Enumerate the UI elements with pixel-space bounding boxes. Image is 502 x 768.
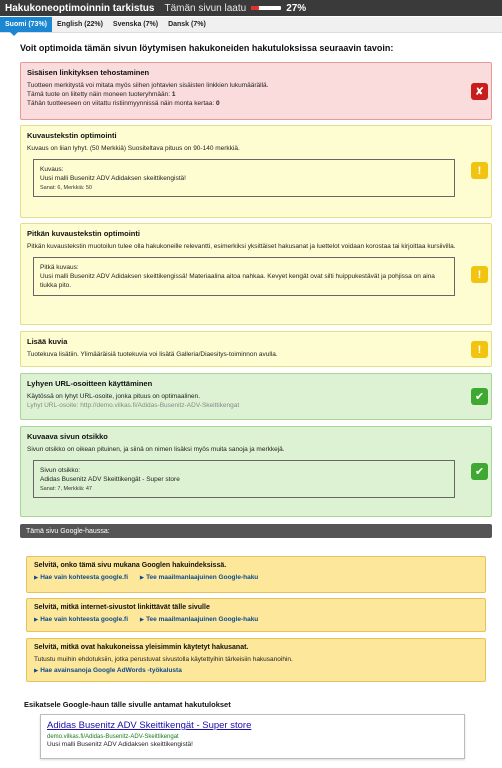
check-title: Sisäisen linkityksen tehostaminen — [27, 68, 150, 77]
google-keywords-box — [26, 638, 486, 682]
check-text: Kuvaus on liian lyhyt. (50 Merkkiä) Suositeltava pituus on 90-140 merkkiä. — [27, 145, 240, 152]
arrow-icon: ▶ — [34, 617, 39, 623]
page-title-value: Adidas Busenitz ADV Skeittikengät - Super store — [40, 476, 180, 483]
check-text: Tuotteen merkitystä voi mitata myös siihen johtavien sisäisten linkkien lukumäärällä. — [27, 82, 269, 89]
long-description-preview — [33, 257, 455, 296]
links-worldwide-link[interactable]: Tee maailmanlaajuinen Google-haku — [146, 616, 259, 623]
check-text: Sivun otsikko on oikean pituinen, ja siinä on nimen lisäksi myös muita sanoja ja merkkejä. — [27, 446, 285, 453]
check-title: Lisää kuvia — [27, 337, 68, 346]
arrow-icon: ▶ — [34, 668, 39, 674]
description-value: Uusi malli Busenitz ADV Adidaksen skeittikengistä! — [40, 175, 186, 182]
exclamation-icon: ! — [471, 266, 488, 283]
check-text: Tähän tuotteeseen on viitattu ristiinmyynnissä näin monta kertaa: 0 — [27, 100, 220, 107]
box-title: Selvitä, mitkä ovat hakukoneissa yleisimmin käytetyt hakusanat. — [34, 644, 249, 651]
check-text: Käytössä on lyhyt URL-osoite, jonka pituus on optimaalinen. — [27, 393, 201, 400]
description-stats: Sanat: 6, Merkkiä: 50 — [40, 185, 92, 191]
check-title: Kuvaava sivun otsikko — [27, 432, 108, 441]
check-text: Tuotekuva lisätiin. Ylimääräisiä tuotekuvia voi lisätä Galleria/Diaesitys-toiminnon avulla. — [27, 351, 278, 358]
box-title: Selvitä, onko tämä sivu mukana Googlen hakuindeksissä. — [34, 562, 227, 569]
check-text: Tämä tuote on liitetty näin moneen tuoteryhmään: 1 — [27, 91, 176, 98]
box-title: Selvitä, mitkä internet-sivustot linkittävät tälle sivulle — [34, 604, 210, 611]
google-links-box — [26, 598, 486, 632]
google-index-box — [26, 556, 486, 593]
language-tabs — [0, 17, 502, 33]
check-description — [20, 125, 492, 218]
serp-url: demo.vilkas.fi/Adidas-Busenitz-ADV-Skeittikengat — [47, 734, 179, 740]
page-title-stats: Sanat: 7, Merkkiä: 47 — [40, 486, 92, 492]
x-icon: ✘ — [471, 83, 488, 100]
arrow-icon: ▶ — [34, 575, 39, 581]
quality-percent: 27% — [286, 2, 307, 14]
optimization-headline: Voit optimoida tämän sivun löytymisen hakukoneiden hakutuloksissa seuraavin tavoin: — [20, 43, 394, 53]
long-description-label: Pitkä kuvaus: — [40, 264, 79, 271]
page-title-preview — [33, 460, 455, 498]
adwords-keywords-link[interactable]: Hae avainsanoja Google AdWords -työkalusta — [40, 667, 182, 674]
google-section-header: Tämä sivu Google-haussa: — [20, 524, 492, 538]
check-title: Pitkän kuvaustekstin optimointi — [27, 229, 140, 238]
serp-preview-heading: Esikatsele Google-haun tälle sivulle antamat hakutulokset — [24, 700, 231, 709]
links-google-fi-link[interactable]: Hae vain kohteesta google.fi — [40, 616, 129, 623]
tab-english[interactable]: English (22%) — [57, 21, 103, 28]
quality-bar — [251, 6, 281, 10]
arrow-icon: ▶ — [139, 575, 145, 581]
arrow-icon: ▶ — [139, 617, 145, 623]
keywords-text: Tutustu muihin ehdotuksiin, jotka perustuvat sivustolla käytettyihin tärkeisiin hakusanoihin. — [34, 656, 293, 663]
search-google-fi-link[interactable]: Hae vain kohteesta google.fi — [40, 574, 129, 581]
crosssell-count: 0 — [215, 100, 220, 107]
serp-preview — [40, 714, 465, 759]
check-internal-links — [20, 62, 492, 120]
page-title-label: Sivun otsikko: — [40, 467, 81, 474]
description-label: Kuvaus: — [40, 166, 64, 173]
quality-bar-fill — [251, 6, 259, 10]
check-page-title — [20, 426, 492, 517]
serp-description: Uusi malli Busenitz ADV Adidaksen skeittikengistä! — [47, 741, 193, 748]
check-title: Kuvaustekstin optimointi — [27, 131, 117, 140]
description-preview — [33, 159, 455, 197]
search-worldwide-link[interactable]: Tee maailmanlaajuinen Google-haku — [146, 574, 259, 581]
page-title: Hakukoneoptimoinnin tarkistus — [5, 2, 155, 14]
check-short-url — [20, 373, 492, 420]
long-description-value: Uusi malli Busenitz ADV Adidaksen skeittikengissä! Materiaalina aitoa nahkaa. Kevyet kengät ovat silti huippukestävät ja pohjissa on aina tiukka pito. — [40, 273, 435, 289]
tab-svenska[interactable]: Svenska (7%) — [112, 21, 159, 28]
serp-title-link[interactable]: Adidas Busenitz ADV Skeittikengät - Super store — [47, 720, 252, 731]
top-bar — [0, 0, 502, 16]
group-count: 1 — [171, 91, 176, 98]
tab-dansk[interactable]: Dansk (7%) — [168, 21, 206, 28]
check-icon: ✔ — [471, 463, 488, 480]
exclamation-icon: ! — [471, 162, 488, 179]
check-text: Pitkän kuvaustekstin muotoilun tulee olla hakukoneille relevantti, esimerkiksi yksittäiset hakusanat ja luettelot voidaan korostaa tai kirjoittaa kursiivilla. — [27, 243, 456, 250]
check-title: Lyhyen URL-osoitteen käyttäminen — [27, 379, 153, 388]
exclamation-icon: ! — [471, 341, 488, 358]
check-icon: ✔ — [471, 388, 488, 405]
short-url-value: Lyhyt URL-osoite: http://demo.vilkas.fi/Adidas-Busenitz-ADV-Skeittikengat — [27, 402, 240, 409]
quality-label: Tämän sivun laatu — [164, 2, 247, 14]
tab-suomi[interactable]: Suomi (73%) — [0, 17, 52, 32]
check-images — [20, 331, 492, 367]
check-long-description — [20, 223, 492, 325]
